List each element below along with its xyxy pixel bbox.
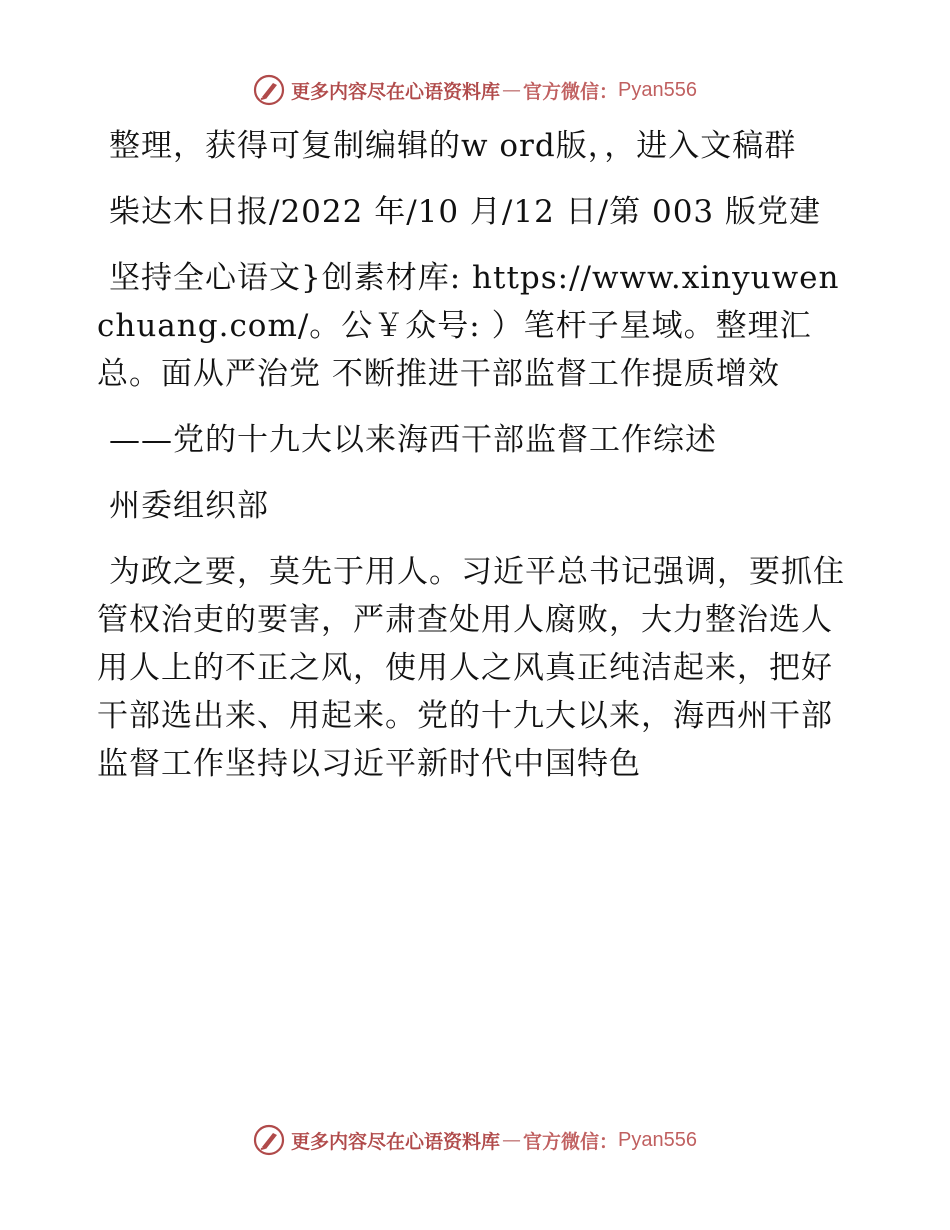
header-banner <box>0 70 950 110</box>
feather-pen-icon <box>253 1124 285 1156</box>
banner-text: 更多内容尽在心语资料库 <box>291 80 501 103</box>
banner-contact-id: Pyan556 <box>618 78 697 101</box>
feather-pen-icon <box>253 74 285 106</box>
banner-separator: — <box>502 1129 522 1151</box>
banner-text: 更多内容尽在心语资料库 <box>291 1130 501 1153</box>
paragraph-body: 为政之要，莫先于用人。习近平总书记强调，要抓住管权治吏的要害，严肃查处用人腐败，大力整治选人用人上的不正之风，使用人之风真正纯洁起来，把好干部选出来、用起来。党的十九大以来，海西州干部监督工作坚持以习近平新时代中国特色 <box>97 554 845 782</box>
banner-contact-label: 官方微信： <box>523 1130 619 1153</box>
footer-banner <box>0 1120 950 1160</box>
paragraph-intro: 整理，获得可复制编辑的w ord版，，进入文稿群 <box>109 128 797 164</box>
paragraph-source: 柴达木日报/2022 年/10 月/12 日/第 003 版党建 <box>109 194 822 230</box>
document-body <box>97 122 857 806</box>
banner-contact-id: Pyan556 <box>618 1128 697 1151</box>
banner-separator: — <box>502 79 522 101</box>
banner-contact-label: 官方微信： <box>523 80 619 103</box>
paragraph-title: 坚持全心语文}创素材库: https://www.xinyuwenchuang.com/。公￥众号: ）笔杆子星域。整理汇总。面从严治党 不断推进干部监督工作提质增效 <box>97 260 840 392</box>
paragraph-author: 州委组织部 <box>109 488 269 524</box>
paragraph-subtitle: ——党的十九大以来海西干部监督工作综述 <box>109 422 717 458</box>
